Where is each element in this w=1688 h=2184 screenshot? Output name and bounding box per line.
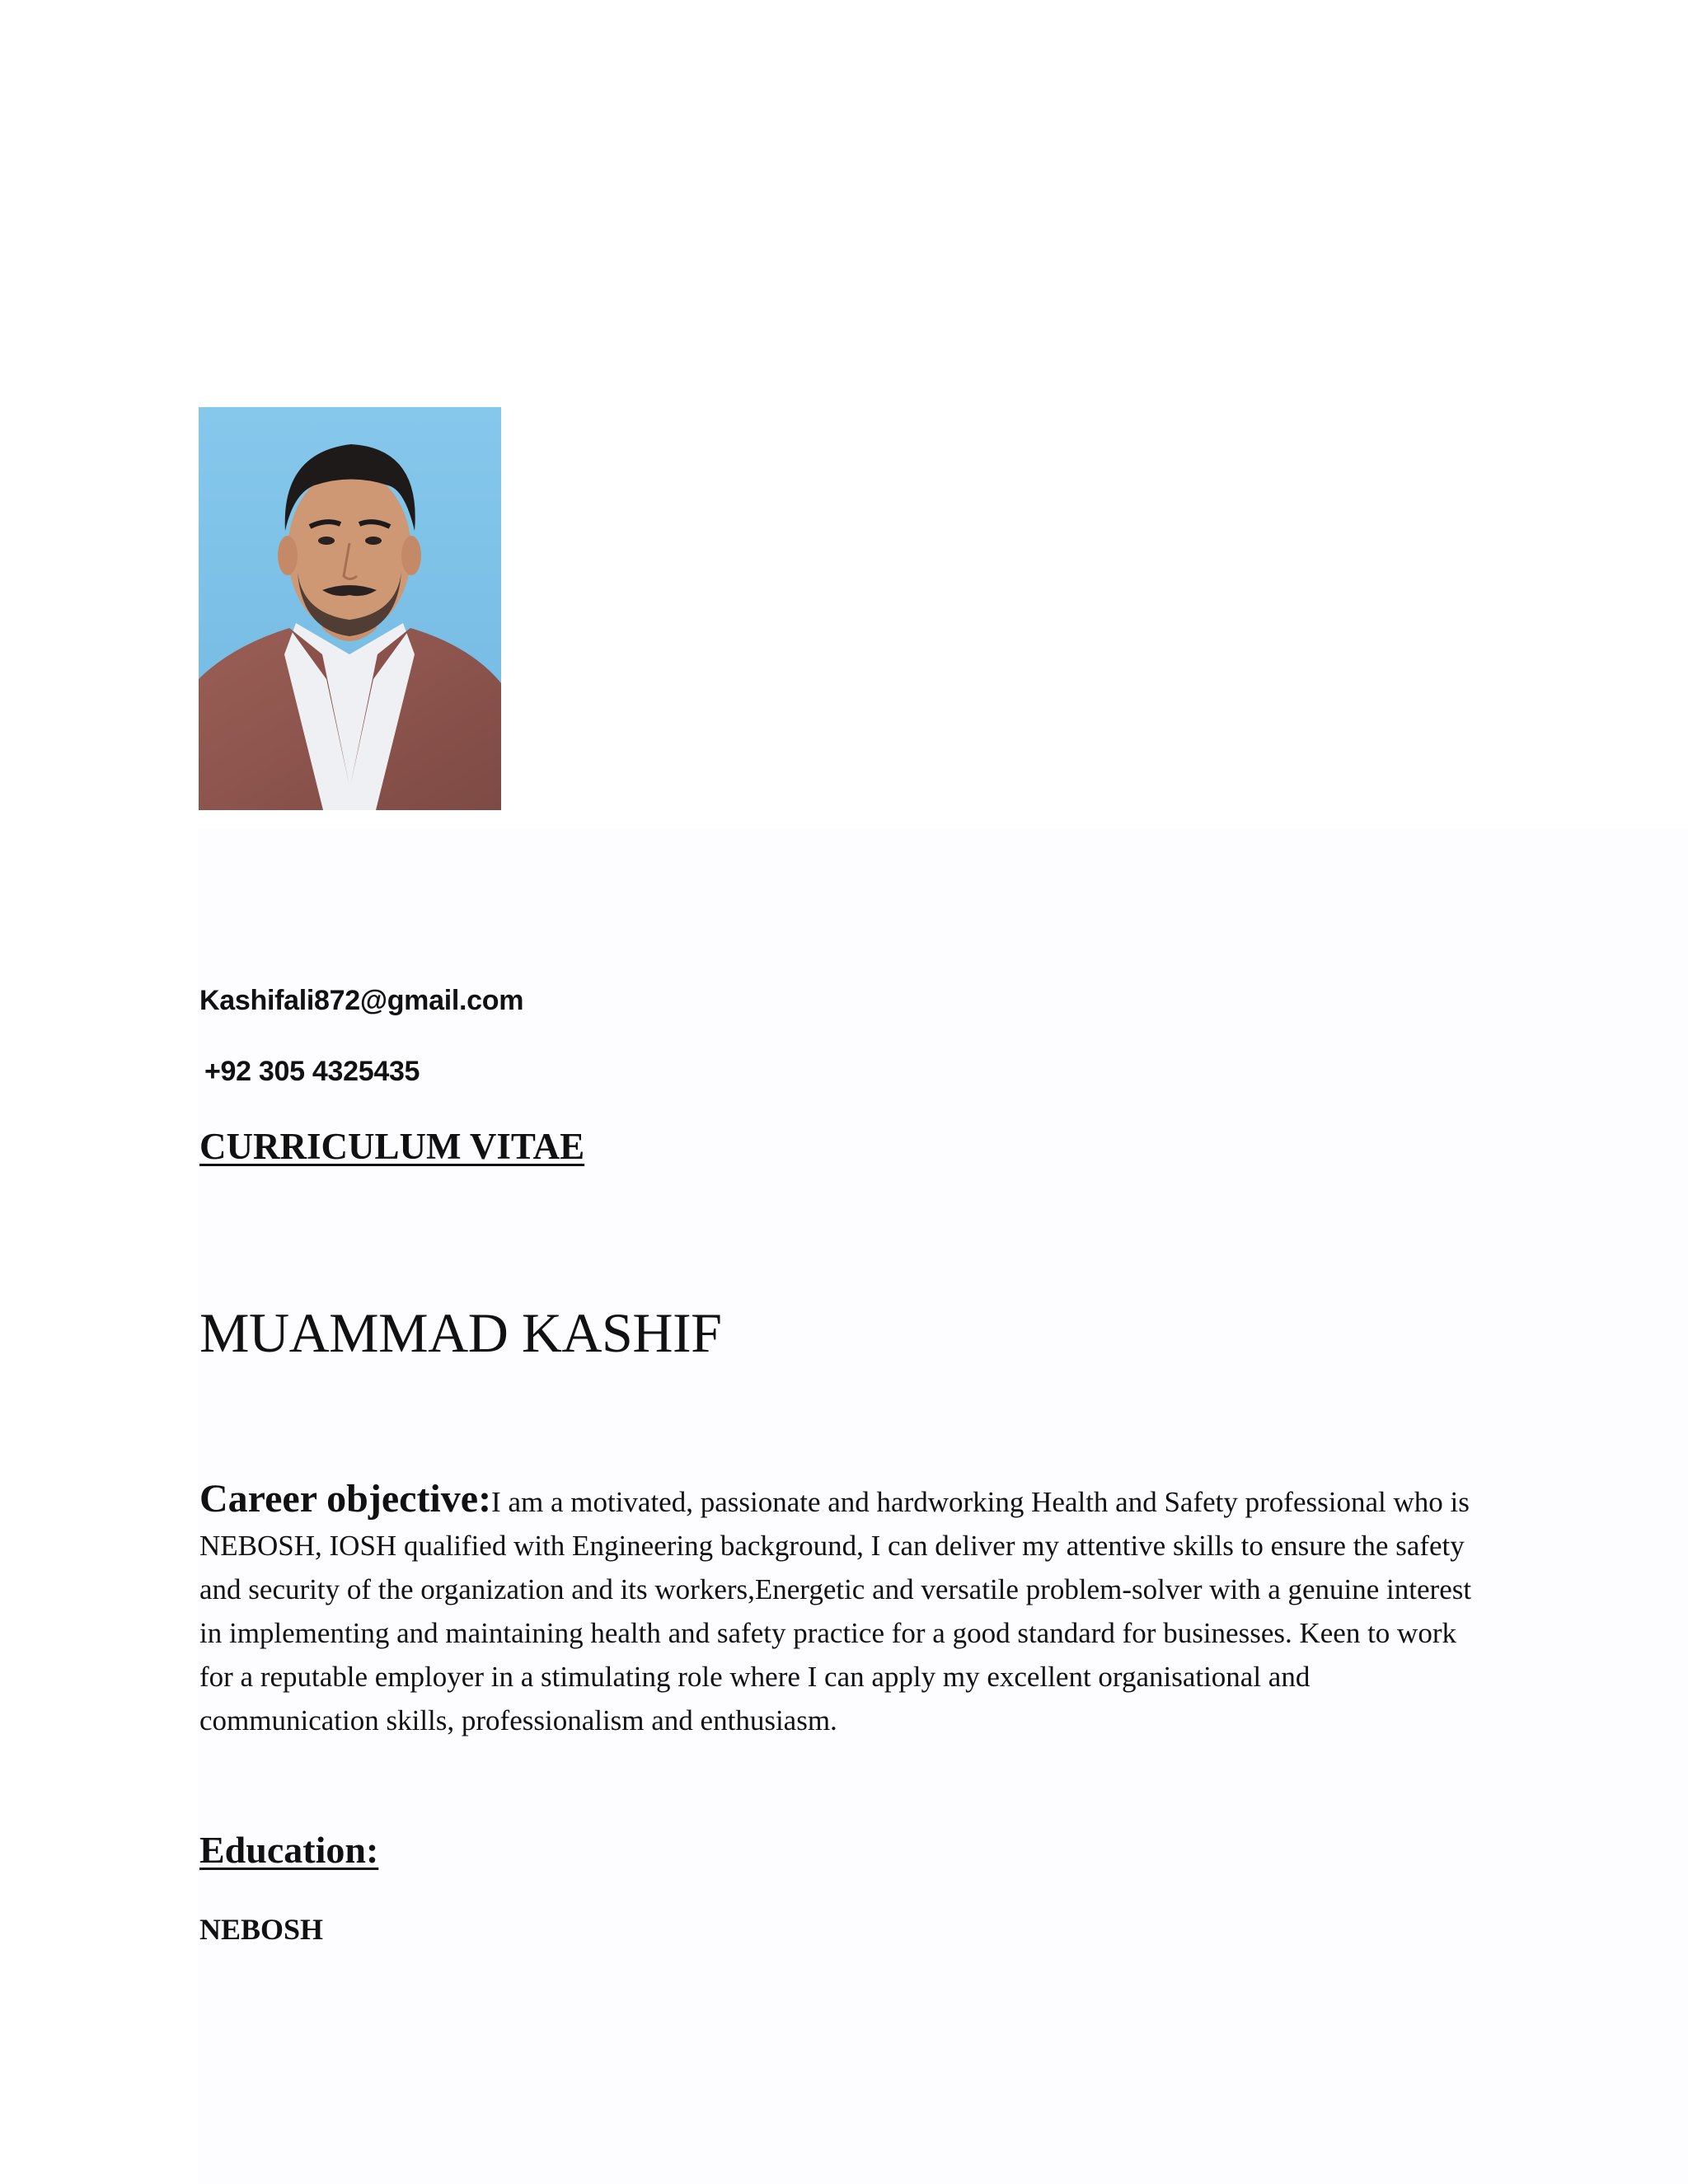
portrait-image	[199, 407, 501, 810]
profile-photo	[199, 407, 501, 810]
candidate-name: MUAMMAD KASHIF	[199, 1301, 722, 1364]
education-heading: Education:	[199, 1829, 379, 1871]
email-address[interactable]: Kashifali872@gmail.com	[199, 985, 524, 1016]
education-item: NEBOSH	[199, 1913, 324, 1946]
career-objective-label: Career objective:	[199, 1477, 492, 1521]
career-objective-text: I am a motivated, passionate and hardworking Health and Safety professional who is NEBOSH, IOSH qualified with Engineering background, I can deliver my attentive skills to ensure the safety and security of the organization and its workers,Energetic and versatile problem-solver with a genuine interest in implementing and maintaining health and safety practice for a good standard for businesses. Keen to work for a reputable employer in a stimulating role where I can apply my excellent organisational and communication skills, professionalism and enthusiasm.	[199, 1486, 1472, 1736]
career-objective-paragraph	[199, 1477, 1485, 1742]
document-title: CURRICULUM VITAE	[199, 1126, 585, 1167]
phone-number[interactable]: +92 305 4325435	[204, 1056, 420, 1087]
